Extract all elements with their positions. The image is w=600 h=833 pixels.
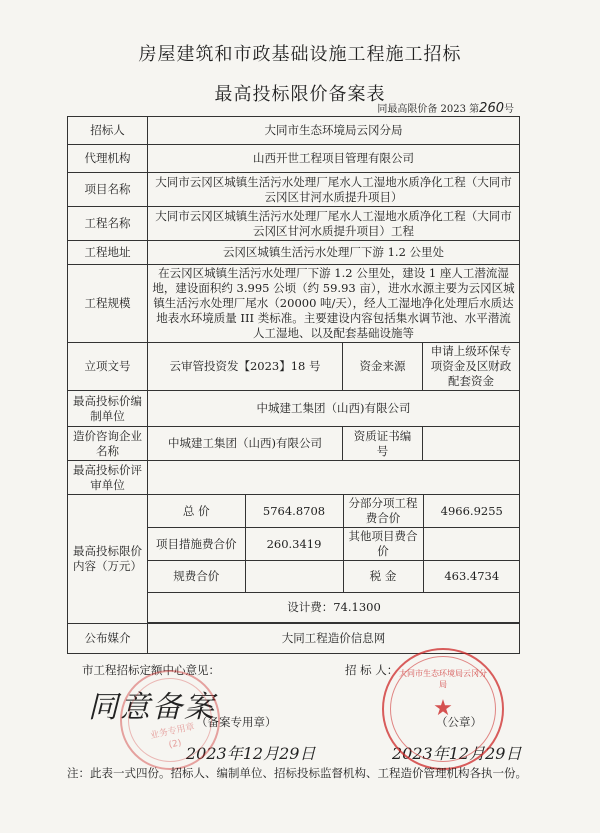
table-row <box>68 241 520 265</box>
work-name-value: 大同市云冈区城镇生活污水处理厂尾水人工湿地水质净化工程（大同市云冈区甘河水质提升项目）工程 <box>148 207 520 241</box>
tenderer-label: 招标人 <box>68 117 148 145</box>
table-row <box>68 391 520 427</box>
tenderer-seal <box>382 648 504 770</box>
project-name-label: 项目名称 <box>68 173 148 207</box>
table-row <box>148 528 520 561</box>
subitem-label: 分部分项工程费合价 <box>343 495 423 528</box>
tenderer-value: 大同市生态环境局云冈分局 <box>148 117 520 145</box>
seal-text: 大同市生态环境局云冈分局 <box>399 669 487 689</box>
filing-table <box>67 116 520 654</box>
table-row <box>68 117 520 145</box>
page-title-line1: 房屋建筑和市政基础设施工程施工招标 <box>138 44 462 65</box>
compiler-label: 最高投标价编制单位 <box>68 391 148 427</box>
right-opinion-title: 招 标 人： <box>345 663 399 677</box>
left-opinion-title: 市工程招标定额中心意见： <box>82 663 220 677</box>
cert-value <box>423 427 520 461</box>
tax-value: 463.4734 <box>423 561 520 593</box>
compiler-value: 中城建工集团（山西)有限公司 <box>148 391 520 427</box>
subitem-value: 4966.9255 <box>423 495 520 528</box>
table-row <box>68 427 520 461</box>
design-fee-value: 74.1300 <box>333 600 381 614</box>
record-number <box>377 100 514 116</box>
table-row <box>68 173 520 207</box>
table-row <box>148 495 520 528</box>
fee-value <box>245 561 343 593</box>
approval-value: 云审管投资发【2023】18 号 <box>148 343 343 391</box>
table-row <box>68 495 520 624</box>
price-content <box>148 495 520 624</box>
record-prefix: 同最高限价备 2023 第 <box>377 104 480 115</box>
review-label: 最高投标价评审单位 <box>68 461 148 495</box>
footnote: 注：此表一式四份。招标人、编制单位、招标投标监督机构、工程造价管理机构各执一份。 <box>67 766 527 780</box>
table-row <box>68 461 520 495</box>
measure-value: 260.3419 <box>245 528 343 561</box>
work-scale-label: 工程规模 <box>68 265 148 343</box>
record-suffix: 号 <box>504 104 514 115</box>
table-row <box>68 265 520 343</box>
price-label: 最高投标限价内容（万元） <box>68 495 148 624</box>
price-table <box>148 495 520 623</box>
media-value: 大同工程造价信息网 <box>148 624 520 654</box>
fee-label: 规费合价 <box>148 561 245 593</box>
total-price-value: 5764.8708 <box>245 495 343 528</box>
other-label: 其他项目费合价 <box>343 528 423 561</box>
left-date: 2023年12月29日 <box>186 744 316 763</box>
agency-label: 代理机构 <box>68 145 148 173</box>
tax-label: 税 金 <box>343 561 423 593</box>
left-stamp-note: （备案专用章） <box>196 715 277 729</box>
table-row <box>68 343 520 391</box>
work-address-label: 工程地址 <box>68 241 148 265</box>
record-number-value: 260 <box>479 101 504 116</box>
table-row <box>148 561 520 593</box>
work-name-label: 工程名称 <box>68 207 148 241</box>
work-scale-value: 在云冈区城镇生活污水处理厂下游 1.2 公里处，建设 1 座人工潜流湿地，建设面积约 3.995 公顷（约 59.93 亩），进水水源主要为云冈区城镇生活污水处理厂尾水（20000 吨/天），经人工湿地净化处理后水质达地表水环境质量 III 类标准。主要建设内容包括集水调节池、水平潜流人工湿地、以及配套基础设施等 <box>148 265 520 343</box>
design-fee-label: 设计费： <box>287 600 334 614</box>
consulting-label: 造价咨询企业名称 <box>68 427 148 461</box>
stamp-ring <box>120 670 220 770</box>
table-row <box>68 207 520 241</box>
fund-source-label: 资金来源 <box>343 343 423 391</box>
approval-handwriting: 同意备案 <box>88 690 216 725</box>
fund-source-value: 申请上级环保专项资金及区财政配套资金 <box>423 343 520 391</box>
consulting-value: 中城建工集团（山西)有限公司 <box>148 427 343 461</box>
agency-value: 山西开世工程项目管理有限公司 <box>148 145 520 173</box>
total-price-label: 总 价 <box>148 495 245 528</box>
right-stamp-note: （公章） <box>436 715 482 729</box>
design-fee <box>148 593 520 623</box>
page-title-line2: 最高投标限价备案表 <box>214 84 386 105</box>
table-row <box>68 145 520 173</box>
seal-star-icon: ★ <box>433 696 453 721</box>
review-value <box>148 461 520 495</box>
approval-label: 立项文号 <box>68 343 148 391</box>
project-name-value: 大同市云冈区城镇生活污水处理厂尾水人工湿地水质净化工程（大同市云冈区甘河水质提升项目） <box>148 173 520 207</box>
media-label: 公布媒介 <box>68 624 148 654</box>
measure-label: 项目措施费合价 <box>148 528 245 561</box>
work-address-value: 云冈区城镇生活污水处理厂下游 1.2 公里处 <box>148 241 520 265</box>
filing-stamp-text: 业务专用章 <box>149 722 196 742</box>
other-value <box>423 528 520 561</box>
table-row <box>148 593 520 623</box>
cert-label: 资质证书编 号 <box>343 427 423 461</box>
right-date: 2023年12月29日 <box>392 744 522 763</box>
filing-stamp-number: (2) <box>167 738 183 751</box>
